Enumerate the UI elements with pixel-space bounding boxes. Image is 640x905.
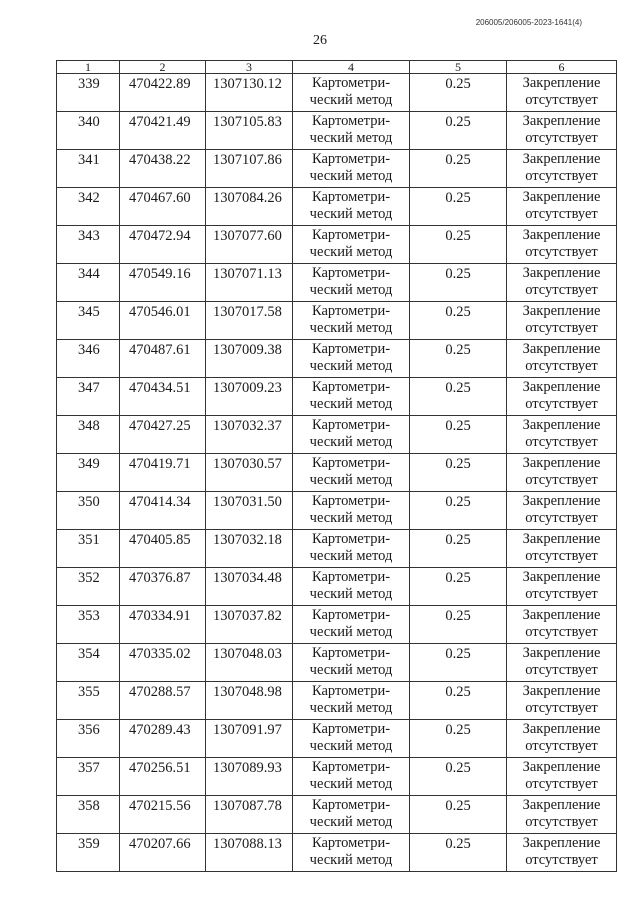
point-number-cell: 354 xyxy=(57,644,120,682)
fixing-cell xyxy=(507,530,617,568)
table-row xyxy=(57,644,617,682)
method-cell xyxy=(293,416,410,454)
page-number: 26 xyxy=(313,33,327,48)
fixing-line: Закрепление xyxy=(522,189,601,205)
accuracy-cell: 0.25 xyxy=(410,606,507,644)
accuracy-cell: 0.25 xyxy=(410,568,507,606)
fixing-cell xyxy=(507,682,617,720)
x-coordinate-cell: 470549.16 xyxy=(120,264,206,302)
y-coordinate-cell: 1307130.12 xyxy=(206,74,293,112)
fixing-cell xyxy=(507,796,617,834)
method-cell xyxy=(293,796,410,834)
method-line: Картометри- xyxy=(311,379,391,395)
y-coordinate-cell: 1307084.26 xyxy=(206,188,293,226)
accuracy-cell: 0.25 xyxy=(410,226,507,264)
fixing-line: отсутствует xyxy=(525,738,598,754)
method-line: ческий метод xyxy=(309,510,393,526)
table-row xyxy=(57,568,617,606)
method-cell xyxy=(293,264,410,302)
coordinates-table xyxy=(56,60,617,872)
point-number-cell: 355 xyxy=(57,682,120,720)
fixing-line: Закрепление xyxy=(522,417,601,433)
method-line: ческий метод xyxy=(309,206,393,222)
table-row xyxy=(57,74,617,112)
fixing-line: Закрепление xyxy=(522,645,601,661)
method-line: Картометри- xyxy=(311,303,391,319)
fixing-line: Закрепление xyxy=(522,531,601,547)
point-number-cell: 345 xyxy=(57,302,120,340)
table-row xyxy=(57,492,617,530)
accuracy-cell: 0.25 xyxy=(410,112,507,150)
y-coordinate-cell: 1307031.50 xyxy=(206,492,293,530)
accuracy-cell: 0.25 xyxy=(410,454,507,492)
point-number-cell: 344 xyxy=(57,264,120,302)
fixing-cell xyxy=(507,150,617,188)
fixing-line: отсутствует xyxy=(525,776,598,792)
y-coordinate-cell: 1307009.38 xyxy=(206,340,293,378)
accuracy-cell: 0.25 xyxy=(410,378,507,416)
x-coordinate-cell: 470334.91 xyxy=(120,606,206,644)
fixing-line: отсутствует xyxy=(525,396,598,412)
fixing-line: отсутствует xyxy=(525,852,598,868)
table-row xyxy=(57,834,617,872)
accuracy-cell: 0.25 xyxy=(410,74,507,112)
fixing-cell xyxy=(507,416,617,454)
fixing-cell xyxy=(507,226,617,264)
fixing-line: Закрепление xyxy=(522,683,601,699)
method-line: Картометри- xyxy=(311,721,391,737)
method-line: ческий метод xyxy=(309,586,393,602)
y-coordinate-cell: 1307017.58 xyxy=(206,302,293,340)
x-coordinate-cell: 470546.01 xyxy=(120,302,206,340)
y-coordinate-cell: 1307009.23 xyxy=(206,378,293,416)
method-line: ческий метод xyxy=(309,320,393,336)
method-cell xyxy=(293,112,410,150)
fixing-cell xyxy=(507,112,617,150)
fixing-line: Закрепление xyxy=(522,493,601,509)
column-header: 3 xyxy=(206,61,293,74)
method-line: ческий метод xyxy=(309,282,393,298)
x-coordinate-cell: 470288.57 xyxy=(120,682,206,720)
fixing-line: отсутствует xyxy=(525,130,598,146)
method-line: ческий метод xyxy=(309,662,393,678)
method-cell xyxy=(293,758,410,796)
table-row xyxy=(57,606,617,644)
fixing-line: Закрепление xyxy=(522,721,601,737)
accuracy-cell: 0.25 xyxy=(410,340,507,378)
accuracy-cell: 0.25 xyxy=(410,758,507,796)
point-number-cell: 350 xyxy=(57,492,120,530)
y-coordinate-cell: 1307088.13 xyxy=(206,834,293,872)
method-line: ческий метод xyxy=(309,168,393,184)
column-header: 1 xyxy=(57,61,120,74)
x-coordinate-cell: 470414.34 xyxy=(120,492,206,530)
method-cell xyxy=(293,226,410,264)
method-cell xyxy=(293,720,410,758)
fixing-cell xyxy=(507,758,617,796)
method-line: Картометри- xyxy=(311,151,391,167)
fixing-line: отсутствует xyxy=(525,662,598,678)
method-line: Картометри- xyxy=(311,835,391,851)
method-line: ческий метод xyxy=(309,548,393,564)
method-cell xyxy=(293,606,410,644)
accuracy-cell: 0.25 xyxy=(410,682,507,720)
method-line: ческий метод xyxy=(309,472,393,488)
accuracy-cell: 0.25 xyxy=(410,644,507,682)
method-cell xyxy=(293,530,410,568)
fixing-line: Закрепление xyxy=(522,759,601,775)
method-line: Картометри- xyxy=(311,493,391,509)
method-cell xyxy=(293,302,410,340)
table-row xyxy=(57,796,617,834)
fixing-line: Закрепление xyxy=(522,303,601,319)
fixing-cell xyxy=(507,492,617,530)
accuracy-cell: 0.25 xyxy=(410,188,507,226)
point-number-cell: 339 xyxy=(57,74,120,112)
method-line: Картометри- xyxy=(311,341,391,357)
point-number-cell: 358 xyxy=(57,796,120,834)
y-coordinate-cell: 1307030.57 xyxy=(206,454,293,492)
table-body xyxy=(57,74,617,872)
x-coordinate-cell: 470207.66 xyxy=(120,834,206,872)
fixing-cell xyxy=(507,644,617,682)
table-row xyxy=(57,188,617,226)
method-cell xyxy=(293,644,410,682)
method-line: ческий метод xyxy=(309,814,393,830)
method-line: ческий метод xyxy=(309,244,393,260)
fixing-cell xyxy=(507,606,617,644)
fixing-line: отсутствует xyxy=(525,92,598,108)
method-cell xyxy=(293,568,410,606)
method-line: ческий метод xyxy=(309,852,393,868)
fixing-line: отсутствует xyxy=(525,624,598,640)
method-cell xyxy=(293,74,410,112)
fixing-line: отсутствует xyxy=(525,206,598,222)
fixing-line: отсутствует xyxy=(525,320,598,336)
method-line: Картометри- xyxy=(311,417,391,433)
table-row xyxy=(57,720,617,758)
column-header: 6 xyxy=(507,61,617,74)
column-header: 4 xyxy=(293,61,410,74)
point-number-cell: 348 xyxy=(57,416,120,454)
fixing-line: Закрепление xyxy=(522,835,601,851)
column-number-row xyxy=(57,61,617,74)
table-row xyxy=(57,682,617,720)
fixing-line: отсутствует xyxy=(525,434,598,450)
method-line: ческий метод xyxy=(309,434,393,450)
y-coordinate-cell: 1307032.37 xyxy=(206,416,293,454)
fixing-line: отсутствует xyxy=(525,814,598,830)
accuracy-cell: 0.25 xyxy=(410,150,507,188)
fixing-line: Закрепление xyxy=(522,455,601,471)
accuracy-cell: 0.25 xyxy=(410,834,507,872)
table-header xyxy=(57,61,617,74)
method-line: ческий метод xyxy=(309,776,393,792)
y-coordinate-cell: 1307037.82 xyxy=(206,606,293,644)
accuracy-cell: 0.25 xyxy=(410,264,507,302)
table-row xyxy=(57,150,617,188)
x-coordinate-cell: 470421.49 xyxy=(120,112,206,150)
fixing-line: отсутствует xyxy=(525,548,598,564)
x-coordinate-cell: 470438.22 xyxy=(120,150,206,188)
fixing-cell xyxy=(507,340,617,378)
point-number-cell: 352 xyxy=(57,568,120,606)
y-coordinate-cell: 1307077.60 xyxy=(206,226,293,264)
fixing-line: отсутствует xyxy=(525,244,598,260)
method-line: Картометри- xyxy=(311,75,391,91)
accuracy-cell: 0.25 xyxy=(410,492,507,530)
y-coordinate-cell: 1307105.83 xyxy=(206,112,293,150)
fixing-line: Закрепление xyxy=(522,265,601,281)
fixing-line: отсутствует xyxy=(525,168,598,184)
point-number-cell: 340 xyxy=(57,112,120,150)
method-line: Картометри- xyxy=(311,569,391,585)
x-coordinate-cell: 470405.85 xyxy=(120,530,206,568)
fixing-cell xyxy=(507,378,617,416)
table-row xyxy=(57,226,617,264)
point-number-cell: 346 xyxy=(57,340,120,378)
table-row xyxy=(57,264,617,302)
method-line: ческий метод xyxy=(309,738,393,754)
fixing-cell xyxy=(507,74,617,112)
method-line: ческий метод xyxy=(309,358,393,374)
document-id: 206005/206005-2023-1641(4) xyxy=(475,18,582,27)
fixing-line: Закрепление xyxy=(522,341,601,357)
fixing-line: отсутствует xyxy=(525,282,598,298)
fixing-line: Закрепление xyxy=(522,227,601,243)
method-line: Картометри- xyxy=(311,759,391,775)
fixing-cell xyxy=(507,454,617,492)
fixing-line: Закрепление xyxy=(522,607,601,623)
table-row xyxy=(57,454,617,492)
x-coordinate-cell: 470472.94 xyxy=(120,226,206,264)
method-cell xyxy=(293,682,410,720)
point-number-cell: 356 xyxy=(57,720,120,758)
table-row xyxy=(57,112,617,150)
x-coordinate-cell: 470427.25 xyxy=(120,416,206,454)
point-number-cell: 342 xyxy=(57,188,120,226)
y-coordinate-cell: 1307048.98 xyxy=(206,682,293,720)
method-cell xyxy=(293,150,410,188)
method-line: ческий метод xyxy=(309,624,393,640)
method-line: Картометри- xyxy=(311,797,391,813)
accuracy-cell: 0.25 xyxy=(410,720,507,758)
accuracy-cell: 0.25 xyxy=(410,796,507,834)
method-line: Картометри- xyxy=(311,189,391,205)
point-number-cell: 353 xyxy=(57,606,120,644)
fixing-line: Закрепление xyxy=(522,569,601,585)
fixing-line: Закрепление xyxy=(522,379,601,395)
fixing-cell xyxy=(507,834,617,872)
fixing-cell xyxy=(507,264,617,302)
column-header: 5 xyxy=(410,61,507,74)
method-cell xyxy=(293,340,410,378)
x-coordinate-cell: 470487.61 xyxy=(120,340,206,378)
fixing-cell xyxy=(507,188,617,226)
x-coordinate-cell: 470376.87 xyxy=(120,568,206,606)
accuracy-cell: 0.25 xyxy=(410,302,507,340)
method-line: Картометри- xyxy=(311,645,391,661)
y-coordinate-cell: 1307032.18 xyxy=(206,530,293,568)
table-row xyxy=(57,302,617,340)
point-number-cell: 359 xyxy=(57,834,120,872)
method-line: Картометри- xyxy=(311,531,391,547)
y-coordinate-cell: 1307034.48 xyxy=(206,568,293,606)
method-cell xyxy=(293,834,410,872)
y-coordinate-cell: 1307089.93 xyxy=(206,758,293,796)
fixing-cell xyxy=(507,720,617,758)
method-cell xyxy=(293,378,410,416)
y-coordinate-cell: 1307048.03 xyxy=(206,644,293,682)
y-coordinate-cell: 1307087.78 xyxy=(206,796,293,834)
method-line: Картометри- xyxy=(311,265,391,281)
accuracy-cell: 0.25 xyxy=(410,416,507,454)
method-cell xyxy=(293,188,410,226)
table-row xyxy=(57,416,617,454)
point-number-cell: 349 xyxy=(57,454,120,492)
point-number-cell: 351 xyxy=(57,530,120,568)
point-number-cell: 343 xyxy=(57,226,120,264)
point-number-cell: 341 xyxy=(57,150,120,188)
point-number-cell: 347 xyxy=(57,378,120,416)
x-coordinate-cell: 470289.43 xyxy=(120,720,206,758)
table-row xyxy=(57,530,617,568)
fixing-line: Закрепление xyxy=(522,797,601,813)
fixing-line: отсутствует xyxy=(525,700,598,716)
fixing-line: Закрепление xyxy=(522,151,601,167)
method-line: Картометри- xyxy=(311,227,391,243)
fixing-cell xyxy=(507,568,617,606)
method-line: Картометри- xyxy=(311,113,391,129)
table-row xyxy=(57,340,617,378)
x-coordinate-cell: 470256.51 xyxy=(120,758,206,796)
method-line: ческий метод xyxy=(309,700,393,716)
method-line: Картометри- xyxy=(311,455,391,471)
table-row xyxy=(57,378,617,416)
x-coordinate-cell: 470422.89 xyxy=(120,74,206,112)
y-coordinate-cell: 1307091.97 xyxy=(206,720,293,758)
method-line: ческий метод xyxy=(309,396,393,412)
column-header: 2 xyxy=(120,61,206,74)
fixing-line: отсутствует xyxy=(525,472,598,488)
method-line: ческий метод xyxy=(309,92,393,108)
fixing-line: отсутствует xyxy=(525,358,598,374)
x-coordinate-cell: 470434.51 xyxy=(120,378,206,416)
table-row xyxy=(57,758,617,796)
point-number-cell: 357 xyxy=(57,758,120,796)
x-coordinate-cell: 470467.60 xyxy=(120,188,206,226)
method-line: Картометри- xyxy=(311,683,391,699)
method-cell xyxy=(293,454,410,492)
fixing-line: отсутствует xyxy=(525,586,598,602)
method-cell xyxy=(293,492,410,530)
x-coordinate-cell: 470215.56 xyxy=(120,796,206,834)
x-coordinate-cell: 470419.71 xyxy=(120,454,206,492)
fixing-cell xyxy=(507,302,617,340)
method-line: ческий метод xyxy=(309,130,393,146)
method-line: Картометри- xyxy=(311,607,391,623)
fixing-line: отсутствует xyxy=(525,510,598,526)
x-coordinate-cell: 470335.02 xyxy=(120,644,206,682)
accuracy-cell: 0.25 xyxy=(410,530,507,568)
fixing-line: Закрепление xyxy=(522,75,601,91)
y-coordinate-cell: 1307071.13 xyxy=(206,264,293,302)
y-coordinate-cell: 1307107.86 xyxy=(206,150,293,188)
fixing-line: Закрепление xyxy=(522,113,601,129)
